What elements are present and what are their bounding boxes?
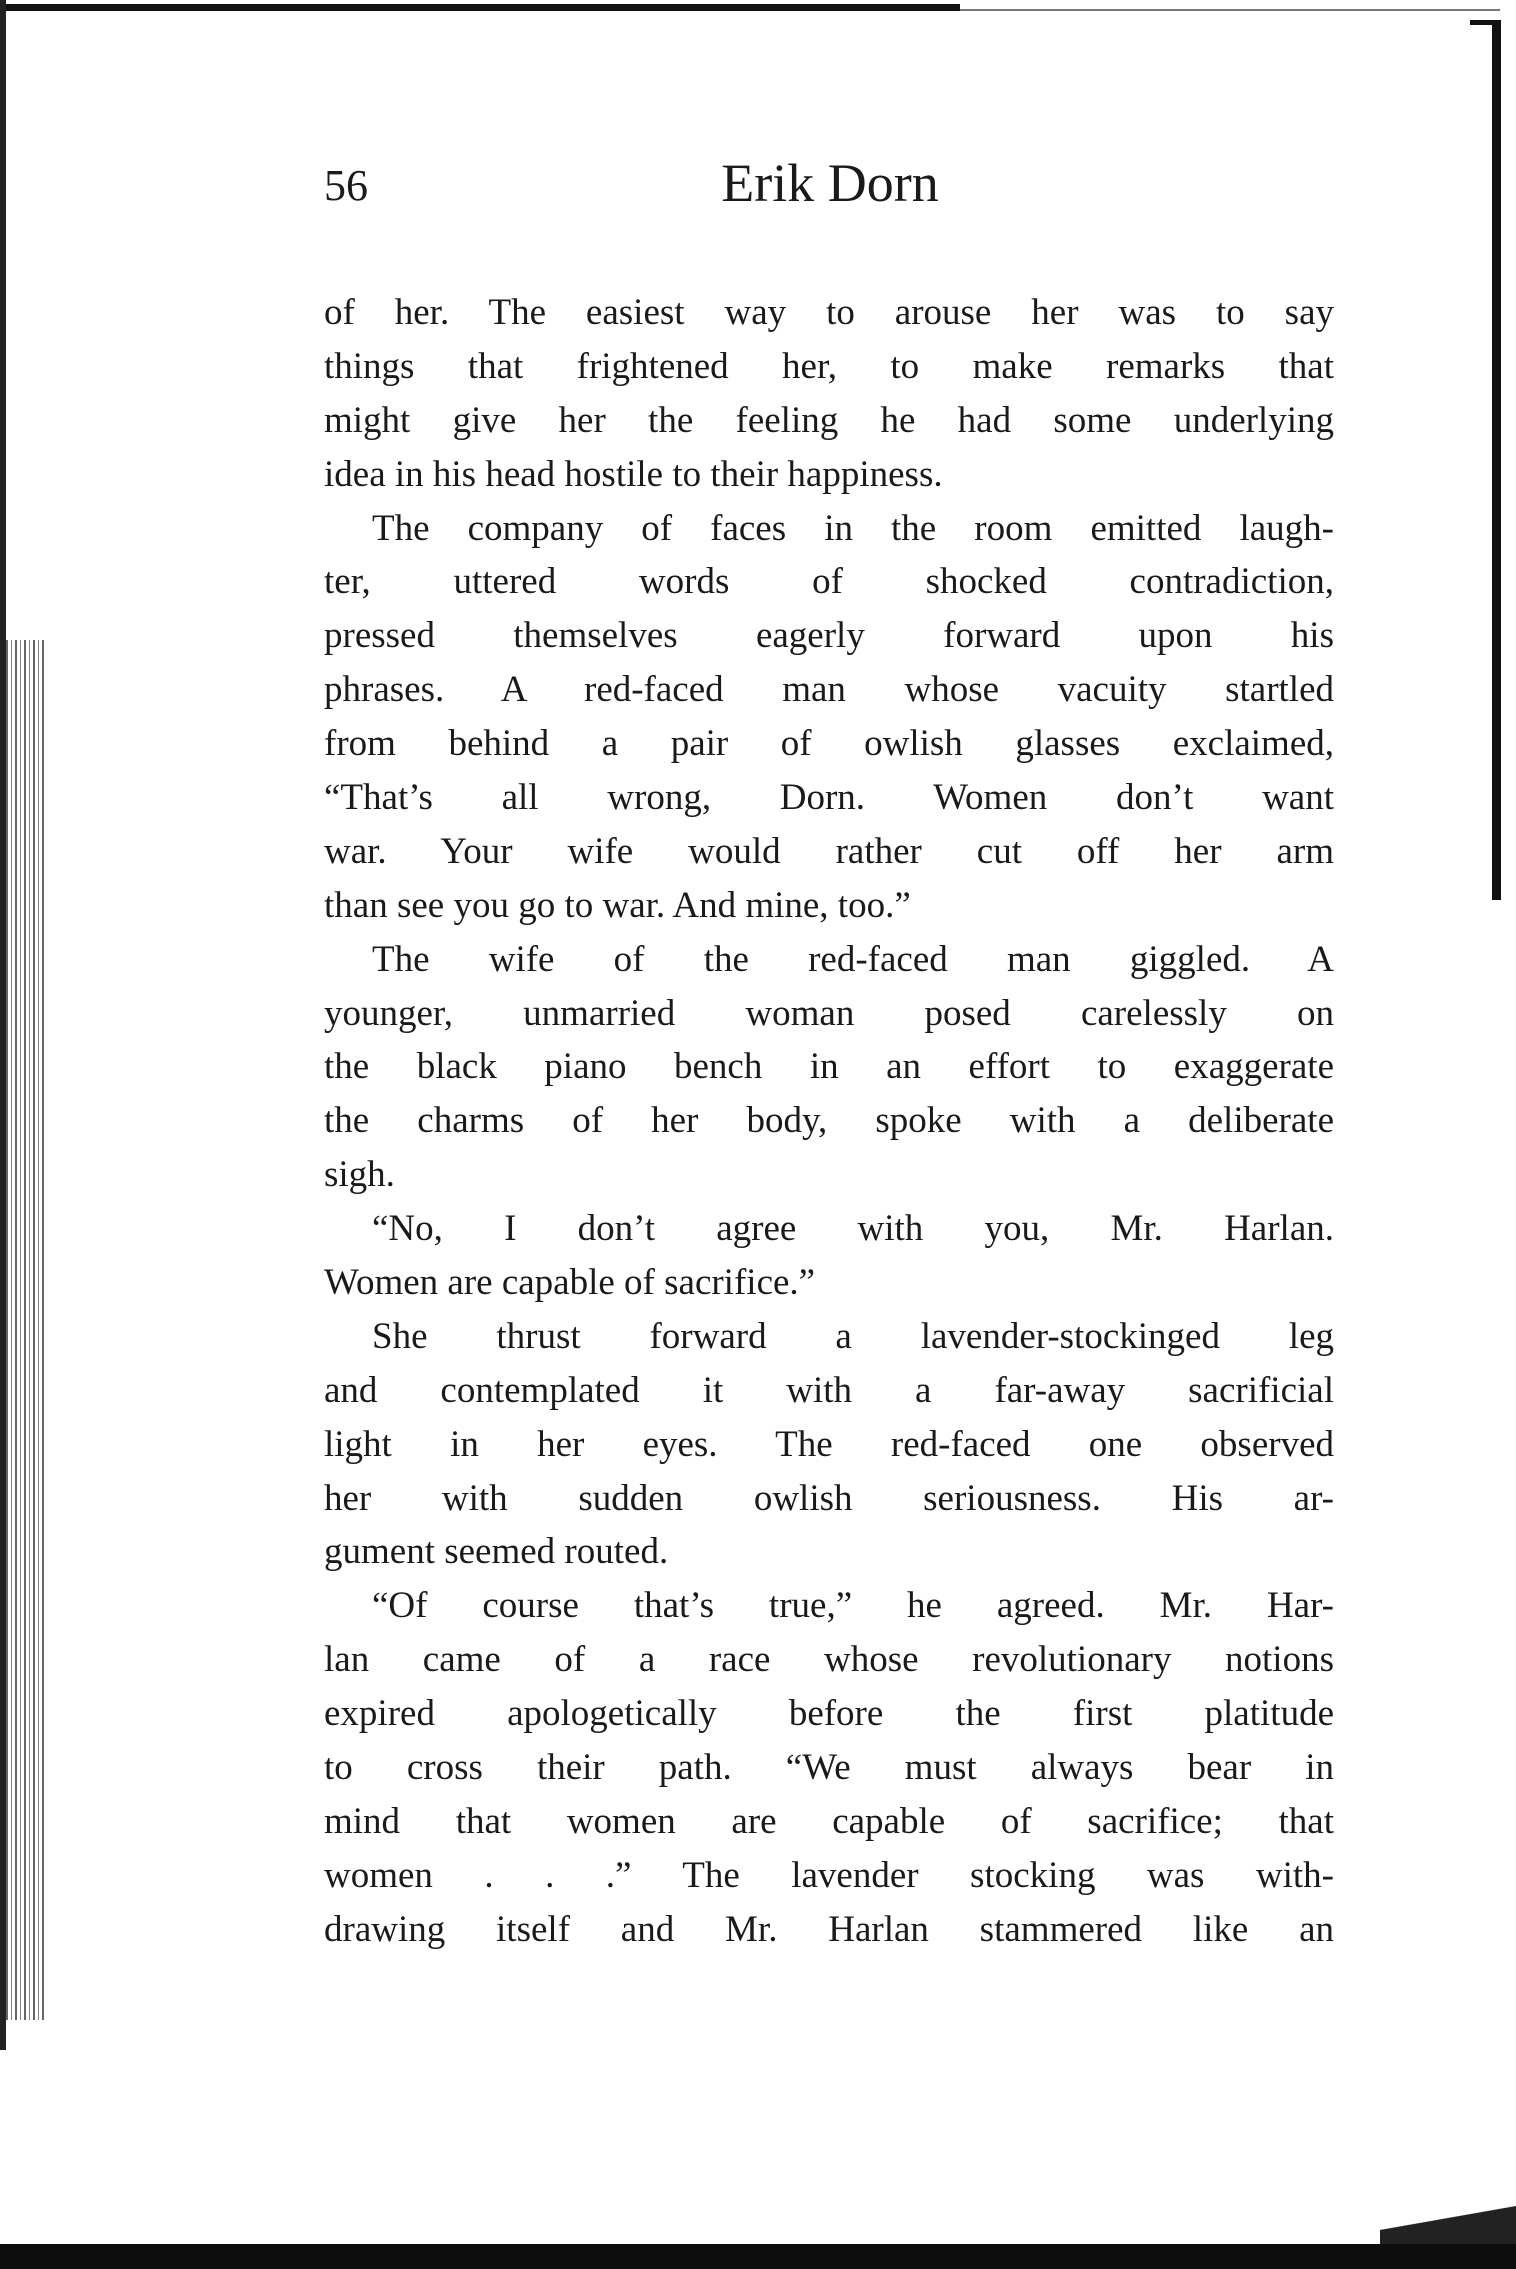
text-line: ter, uttered words of shocked contradiction, <box>324 561 1334 603</box>
text-line: pressed themselves eagerly forward upon his <box>324 615 1334 657</box>
text-line: expired apologetically before the first platitude <box>324 1693 1334 1735</box>
text-line: of her. The easiest way to arouse her was to say <box>324 292 1334 333</box>
text-line: She thrust forward a lavender-stockinged leg <box>372 1315 1334 1357</box>
text-line: women . . .” The lavender stocking was with- <box>324 1854 1334 1896</box>
running-title: Erik Dorn <box>721 153 939 213</box>
text-line: lan came of a race whose revolutionary notions <box>324 1639 1334 1681</box>
text-line: “That’s all wrong, Dorn. Women don’t want <box>324 777 1334 819</box>
text-line: gument seemed routed. <box>324 1531 669 1573</box>
scan-top-border-thin <box>960 9 1500 11</box>
text-line: light in her eyes. The red-faced one observed <box>324 1423 1334 1465</box>
text-line: from behind a pair of owlish glasses exclaimed, <box>324 723 1334 765</box>
text-line: things that frightened her, to make remarks that <box>324 345 1334 387</box>
text-line: might give her the feeling he had some underlying <box>324 399 1334 441</box>
page-number: 56 <box>324 161 368 210</box>
scan-bottom-border <box>0 2244 1516 2269</box>
text-line: to cross their path. “We must always bear in <box>324 1747 1334 1789</box>
text-line: her with sudden owlish seriousness. His ar- <box>324 1477 1334 1519</box>
text-line: mind that women are capable of sacrifice; that <box>324 1800 1334 1842</box>
text-line: than see you go to war. And mine, too.” <box>324 884 911 926</box>
text-line: The wife of the red-faced man giggled. A <box>372 938 1334 980</box>
text-line: and contemplated it with a far-away sacrificial <box>324 1369 1334 1411</box>
text-line: phrases. A red-faced man whose vacuity startled <box>324 669 1334 711</box>
text-line: “No, I don’t agree with you, Mr. Harlan. <box>372 1208 1334 1250</box>
text-line: the black piano bench in an effort to exaggerate <box>324 1046 1334 1088</box>
text-line: the charms of her body, spoke with a deliberate <box>324 1100 1334 1142</box>
text-line: war. Your wife would rather cut off her arm <box>324 830 1334 872</box>
text-line: younger, unmarried woman posed carelessly on <box>324 992 1334 1034</box>
text-line: drawing itself and Mr. Harlan stammered like an <box>324 1908 1334 1950</box>
scan-top-border <box>0 4 960 11</box>
page-edge-stack <box>6 640 46 2020</box>
text-line: Women are capable of sacrifice.” <box>324 1262 816 1304</box>
text-line: “Of course that’s true,” he agreed. Mr. Har- <box>372 1585 1334 1627</box>
body-text <box>324 286 1334 1957</box>
text-line: The company of faces in the room emitted laugh- <box>372 507 1334 549</box>
scan-right-border <box>1492 20 1501 900</box>
text-line: sigh. <box>324 1154 395 1196</box>
scan-bottom-shadow <box>1380 2200 1516 2250</box>
text-line: idea in his head hostile to their happiness. <box>324 453 943 495</box>
